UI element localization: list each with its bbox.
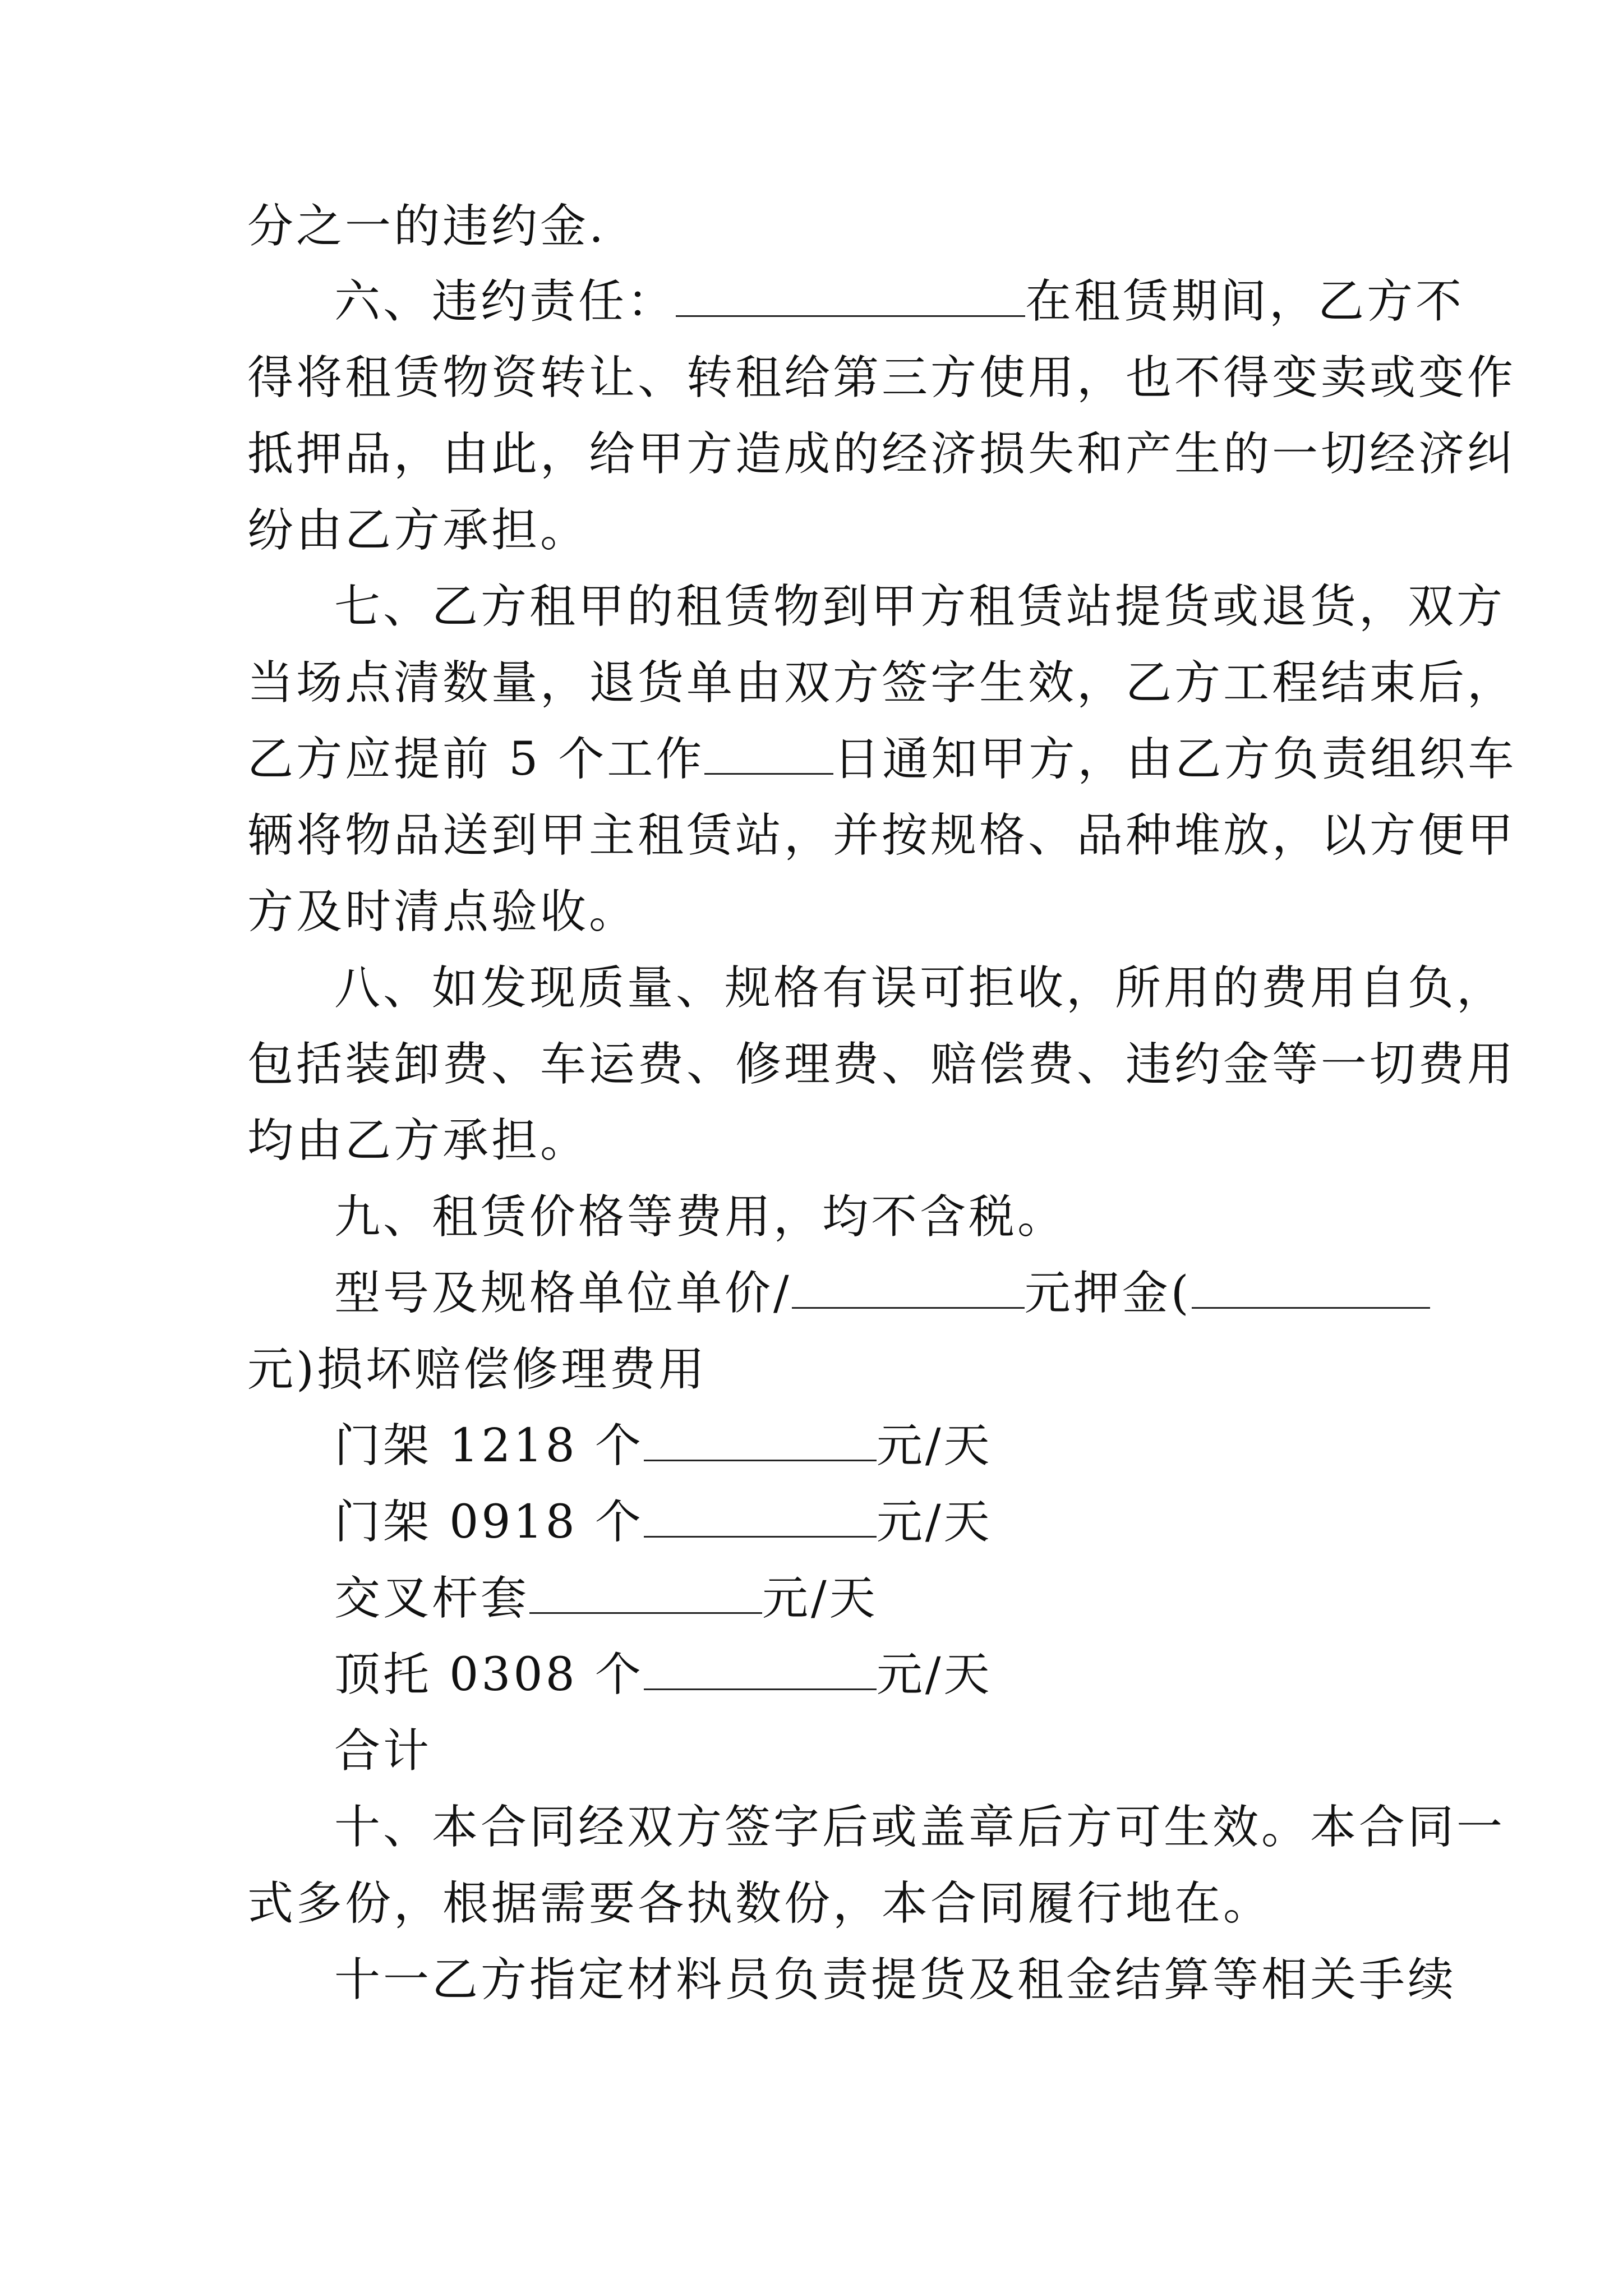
text-segment: 六、违约责任： (334, 275, 676, 328)
text-segment: 辆将物品送到甲主租赁站，并按规格、品种堆放，以方便甲 (247, 809, 1516, 862)
fill-in-blank (1192, 1268, 1430, 1309)
text-segment: 十、本合同经双方签字后或盖章后方可生效。本合同一 (334, 1801, 1506, 1854)
fill-in-blank (644, 1497, 877, 1538)
text-segment: 门架 1218 个 (334, 1419, 644, 1473)
text-segment: 包括装卸费、车运费、修理费、赔偿费、违约金等一切费用 (247, 1038, 1516, 1091)
text-line (247, 655, 1516, 711)
text-segment: 元/天 (876, 1648, 993, 1701)
text-line (334, 274, 1464, 330)
text-segment: 乙方应提前 5 个工作 (247, 733, 705, 786)
text-line (334, 1418, 992, 1474)
text-line (247, 199, 606, 255)
fill-in-blank (529, 1573, 762, 1614)
text-line (247, 350, 1516, 406)
text-line (334, 1800, 1505, 1856)
text-segment: 型号及规格单位单价/ (334, 1267, 792, 1320)
text-segment: 门架 0918 个 (334, 1496, 644, 1549)
text-segment: 抵押品，由此，给甲方造成的经济损失和产生的一切经济纠 (247, 427, 1516, 481)
fill-in-blank (676, 276, 1025, 317)
text-segment: 九、租赁价格等费用，均不含税。 (334, 1190, 1067, 1244)
text-segment: 十一乙方指定材料员负责提货及租金结算等相关手续 (334, 1953, 1457, 2007)
fill-in-blank (792, 1268, 1025, 1309)
text-line (247, 503, 589, 559)
text-line (334, 1952, 1456, 2008)
text-segment: 交叉杆套 (334, 1572, 530, 1625)
text-segment: 元/天 (762, 1572, 878, 1625)
text-line (247, 731, 1516, 788)
text-line (334, 1647, 992, 1703)
text-line (247, 1037, 1516, 1093)
text-segment: 方及时清点验收。 (247, 885, 638, 938)
text-segment: 元/天 (876, 1496, 993, 1549)
text-line (334, 960, 1505, 1016)
text-segment: 八、如发现质量、规格有误可拒收，所用的费用自负， (334, 961, 1506, 1015)
text-line (334, 1723, 432, 1779)
text-segment: 分之一的违约金. (247, 200, 607, 253)
text-line (334, 1266, 1430, 1322)
text-line (334, 1189, 1066, 1245)
text-segment: 元)损坏赔偿修理费用 (247, 1343, 707, 1396)
text-segment: 合计 (334, 1724, 432, 1778)
text-segment: 式多份，根据需要各执数份，本合同履行地在。 (247, 1877, 1272, 1930)
fill-in-blank (644, 1420, 877, 1461)
text-segment: 日通知甲方，由乙方负责组织车 (833, 733, 1517, 786)
text-line (334, 1571, 878, 1627)
text-line (247, 1113, 589, 1169)
text-segment: 当场点清数量，退货单由双方签字生效，乙方工程结束后， (247, 656, 1516, 710)
text-line (247, 1342, 707, 1398)
text-line (334, 579, 1505, 635)
text-segment: 元/天 (876, 1419, 993, 1473)
text-segment: 得将租赁物资转让、转租给第三方使用，也不得变卖或变作 (247, 351, 1516, 404)
text-segment: 元押金( (1024, 1267, 1192, 1320)
fill-in-blank (704, 734, 833, 775)
text-segment: 七、乙方租甲的租赁物到甲方租赁站提货或退货，双方 (334, 580, 1506, 633)
text-line (247, 1876, 1272, 1932)
text-line (334, 1494, 992, 1550)
text-line (247, 426, 1516, 482)
text-segment: 顶托 0308 个 (334, 1648, 644, 1701)
text-segment: 均由乙方承担。 (247, 1114, 589, 1167)
fill-in-blank (644, 1649, 877, 1690)
text-segment: 在租赁期间，乙方不 (1025, 275, 1465, 328)
text-segment: 纷由乙方承担。 (247, 504, 589, 557)
text-line (247, 808, 1516, 864)
text-line (247, 884, 638, 940)
